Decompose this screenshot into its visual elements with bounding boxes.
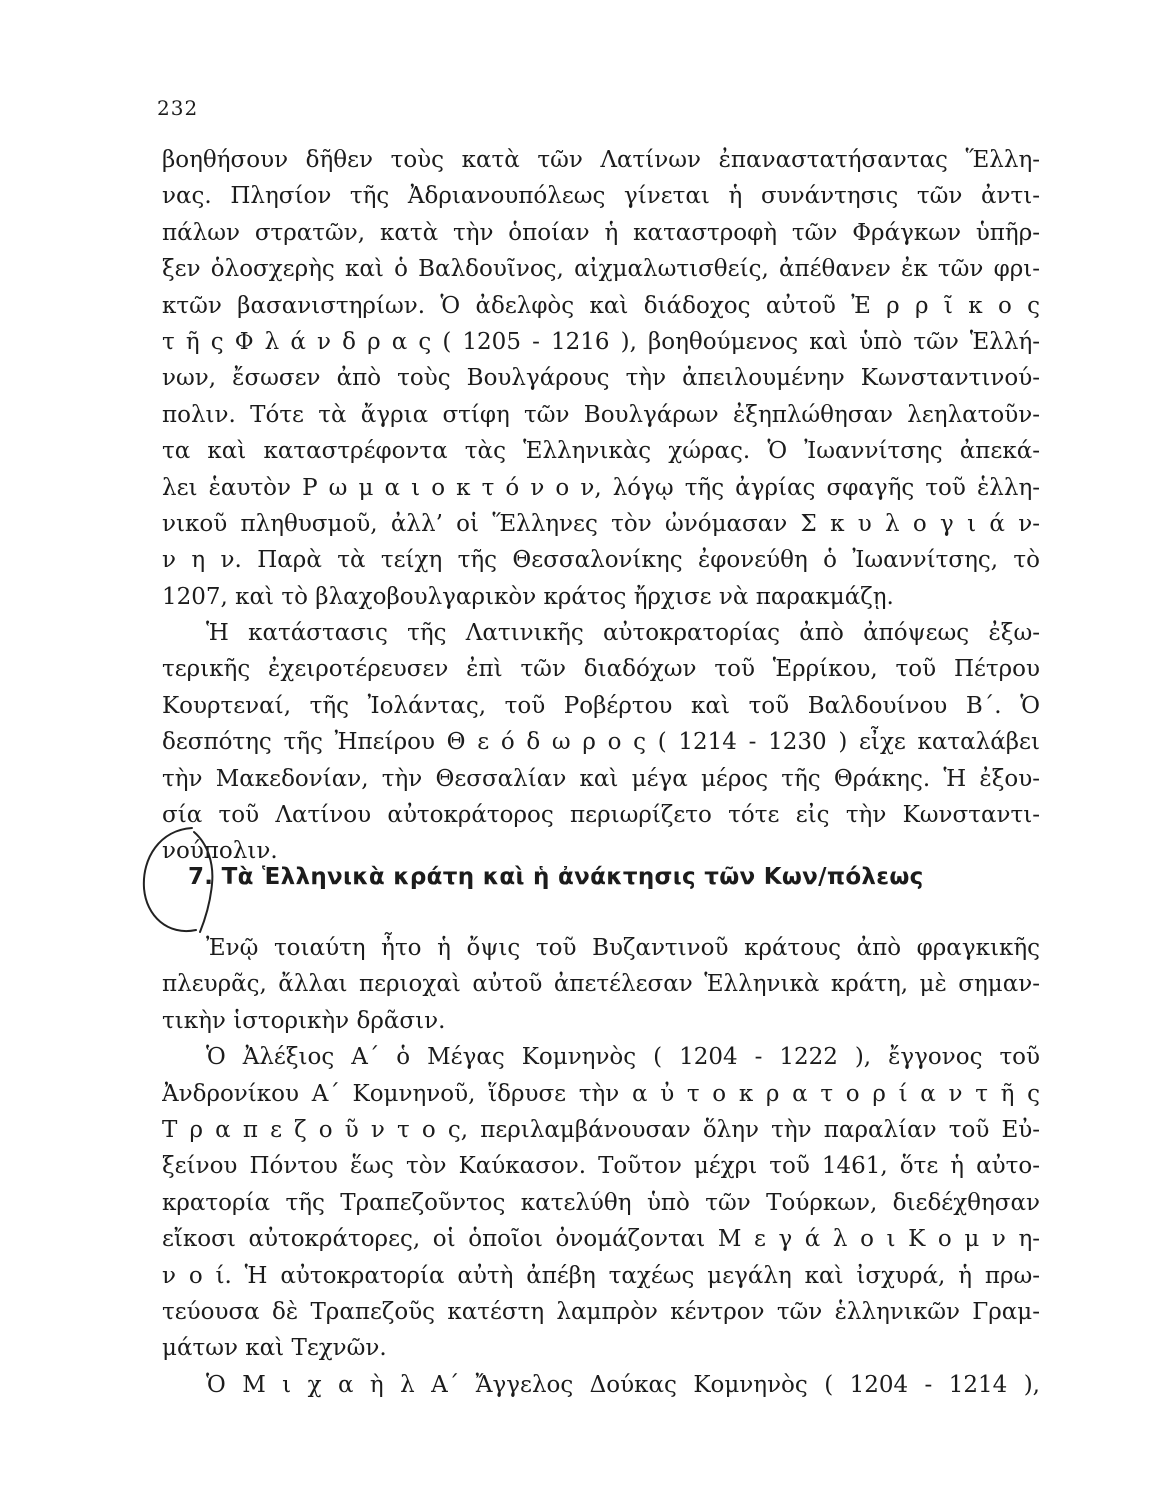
text-line: ν ο ί. Ἡ αὐτοκρατορία αὐτὴ ἀπέβη ταχέως μεγάλη καὶ ἰσχυρά, ἡ πρω- [162, 1262, 1040, 1289]
text-line: νούπολιν. [162, 838, 278, 865]
text-line: τερικῆς ἐχειροτέρευσεν ἐπὶ τῶν διαδόχων τοῦ Ἑρρίκου, τοῦ Πέτρου [162, 656, 1040, 683]
text-line: τα καὶ καταστρέφοντα τὰς Ἑλληνικὰς χώρας. Ὁ Ἰωαννίτσης ἀπεκά- [162, 438, 1040, 465]
text-line: πολιν. Τότε τὰ ἄγρια στίφη τῶν Βουλγάρων ἐξηπλώθησαν λεηλατοῦν- [162, 401, 1040, 428]
text-line: Ἀνδρονίκου Α΄ Κομνηνοῦ, ἵδρυσε τὴν α ὐ τ ο κ ρ α τ ο ρ ί α ν τ ῆ ς [162, 1080, 1040, 1107]
text-line: Ἡ κατάστασις τῆς Λατινικῆς αὐτοκρατορίας ἀπὸ ἀπόψεως ἐξω- [206, 620, 1040, 647]
text-line: Ὁ Ἀλέξιος Α΄ ὁ Μέγας Κομνηνὸς ( 1204 - 1222 ), ἔγγονος τοῦ [206, 1044, 1040, 1071]
text-line: ν η ν. Παρὰ τὰ τείχη τῆς Θεσσαλονίκης ἐφονεύθη ὁ Ἰωαννίτσης, τὸ [162, 547, 1040, 574]
text-line: μάτων καὶ Τεχνῶν. [162, 1335, 387, 1362]
page-number: 232 [157, 96, 199, 120]
body-text-block-1 [162, 142, 1040, 870]
text-line: νας. Πλησίον τῆς Ἀδριανουπόλεως γίνεται ἡ συνάντησις τῶν ἀντι- [162, 183, 1040, 210]
text-line: νικοῦ πληθυσμοῦ, ἀλλ’ οἱ Ἕλληνες τὸν ὠνόμασαν Σ κ υ λ ο γ ι ά ν- [162, 510, 1040, 537]
text-line: νων, ἔσωσεν ἀπὸ τοὺς Βουλγάρους τὴν ἀπειλουμένην Κωνσταντινού- [162, 365, 1040, 392]
text-line: Ἐνῷ τοιαύτη ἦτο ἡ ὄψις τοῦ Βυζαντινοῦ κράτους ἀπὸ φραγκικῆς [206, 935, 1040, 961]
text-line: πάλων στρατῶν, κατὰ τὴν ὁποίαν ἡ καταστροφὴ τῶν Φράγκων ὑπῆρ- [162, 219, 1040, 246]
text-line: Τ ρ α π ε ζ ο ῦ ν τ ο ς, περιλαμβάνουσαν ὅλην τὴν παραλίαν τοῦ Εὐ- [162, 1116, 1040, 1143]
text-line: εἴκοσι αὐτοκράτορες, οἱ ὁποῖοι ὀνομάζονται Μ ε γ ά λ ο ι Κ ο μ ν η- [162, 1226, 1040, 1253]
text-line: κρατορία τῆς Τραπεζοῦντος κατελύθη ὑπὸ τῶν Τούρκων, διεδέχθησαν [162, 1189, 1040, 1216]
text-line: κτῶν βασανιστηρίων. Ὁ ἀδελφὸς καὶ διάδοχος αὐτοῦ Ἐ ρ ρ ῖ κ ο ς [162, 292, 1040, 319]
text-line: ξείνου Πόντου ἕως τὸν Καύκασον. Τοῦτον μέχρι τοῦ 1461, ὅτε ἡ αὐτο- [162, 1153, 1040, 1180]
text-line: πλευρᾶς, ἄλλαι περιοχαὶ αὐτοῦ ἀπετέλεσαν Ἑλληνικὰ κράτη, μὲ σημαν- [162, 971, 1040, 998]
text-line: τεύουσα δὲ Τραπεζοῦς κατέστη λαμπρὸν κέντρον τῶν ἑλληνικῶν Γραμ- [162, 1298, 1040, 1325]
body-text-block-2 [162, 930, 1040, 1403]
text-line: τικὴν ἱστορικὴν δρᾶσιν. [162, 1007, 446, 1034]
text-line: βοηθήσουν δῆθεν τοὺς κατὰ τῶν Λατίνων ἐπαναστατήσαντας Ἕλλη- [162, 147, 1040, 173]
text-line: Ὁ Μ ι χ α ὴ λ Α΄ Ἄγγελος Δούκας Κομνηνὸς ( 1204 - 1214 ), [206, 1371, 1040, 1398]
text-line: Κουρτεναί, τῆς Ἰολάντας, τοῦ Ροβέρτου καὶ τοῦ Βαλδουίνου Β΄. Ὁ [162, 692, 1040, 719]
text-line: 1207, καὶ τὸ βλαχοβουλγαρικὸν κράτος ἤρχισε νὰ παρακμάζῃ. [162, 583, 894, 610]
text-line: τ ῆ ς Φ λ ά ν δ ρ α ς ( 1205 - 1216 ), βοηθούμενος καὶ ὑπὸ τῶν Ἑλλή- [162, 328, 1040, 355]
text-line: σία τοῦ Λατίνου αὐτοκράτορος περιωρίζετο τότε εἰς τὴν Κωνσταντι- [162, 802, 1040, 829]
text-line: τὴν Μακεδονίαν, τὴν Θεσσαλίαν καὶ μέγα μέρος τῆς Θράκης. Ἡ ἐξου- [162, 765, 1040, 792]
text-line: λει ἑαυτὸν Ρ ω μ α ι ο κ τ ό ν ο ν, λόγῳ τῆς ἀγρίας σφαγῆς τοῦ ἑλλη- [162, 474, 1040, 501]
text-line: ξεν ὁλοσχερὴς καὶ ὁ Βαλδουῖνος, αἰχμαλωτισθείς, ἀπέθανεν ἐκ τῶν φρι- [162, 256, 1040, 283]
section-heading: 7. Τὰ Ἑλληνικὰ κράτη καὶ ἡ ἀνάκτησις τῶν Κων/πόλεως [188, 864, 924, 890]
text-line: δεσπότης τῆς Ἠπείρου Θ ε ό δ ω ρ ο ς ( 1214 - 1230 ) εἶχε καταλάβει [162, 729, 1040, 756]
